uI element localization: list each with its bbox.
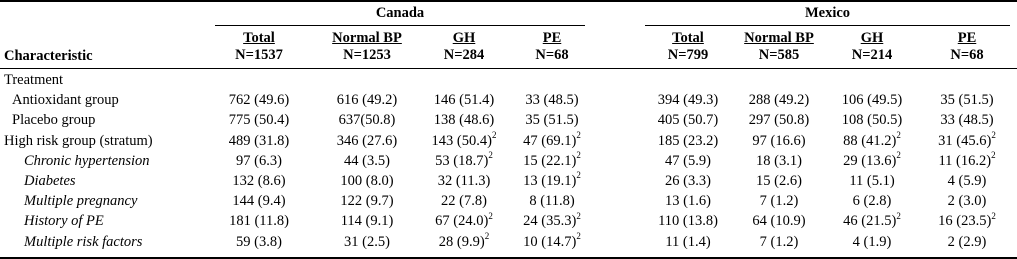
cell-value: 6 (2.8) (852, 193, 892, 210)
table-cell (204, 192, 314, 211)
footnote-marker: 2 (576, 230, 581, 241)
column-header-n: N=1253 (343, 47, 391, 63)
table-cell (204, 152, 314, 171)
row-label: High risk group (stratum) (4, 132, 153, 149)
column-header-n: N=68 (535, 47, 569, 63)
cell-value: 31 (45.6) (938, 132, 992, 149)
cell-value: 26 (3.3) (665, 173, 711, 189)
footnote-marker: 2 (484, 230, 490, 241)
cell-value: 4 (1.9) (852, 233, 892, 250)
cell-value: 97 (6.3) (236, 152, 282, 169)
cell-value: 32 (11.3) (437, 173, 491, 189)
footnote-marker: 2 (576, 129, 581, 140)
column-header (832, 30, 912, 64)
column-header (643, 30, 733, 64)
row-label: History of PE (24, 213, 104, 230)
cell-value: 2 (2.9) (947, 233, 987, 250)
table-cell (912, 192, 1017, 211)
table-cell (497, 192, 607, 211)
cell-value: 10 (14.7) (523, 233, 577, 250)
row-label: Chronic hypertension (24, 152, 150, 169)
cell-value: 7 (1.2) (759, 233, 799, 250)
column-header (420, 30, 508, 64)
table-cell (312, 132, 422, 151)
footnote-marker: 2 (576, 149, 581, 160)
footnote-marker: 2 (991, 149, 996, 160)
cell-value: 106 (49.5) (841, 92, 903, 109)
table-cell (204, 91, 314, 110)
column-header-name: GH (452, 30, 476, 46)
table-cell (312, 152, 422, 171)
country-underline-mexico (645, 25, 1010, 26)
cell-value: 114 (9.1) (340, 213, 394, 230)
column-header-name: PE (957, 30, 977, 46)
cell-value: 7 (1.2) (759, 193, 799, 210)
cell-value: 13 (1.6) (665, 193, 711, 210)
table-cell (912, 91, 1017, 110)
column-header (315, 30, 419, 64)
column-header-name: GH (860, 30, 884, 46)
cell-value: 16 (23.5) (938, 213, 992, 230)
cell-value: 35 (51.5) (940, 92, 994, 109)
cell-value: 122 (9.7) (340, 193, 394, 210)
table-cell (912, 129, 1017, 151)
table-cell (312, 111, 422, 130)
table-cell (817, 129, 927, 151)
cell-value: 146 (51.4) (433, 92, 495, 109)
column-header-name: Total (243, 30, 275, 46)
country-underline-canada (215, 25, 585, 26)
table-cell (817, 111, 927, 130)
table-cell (912, 111, 1017, 130)
column-header (209, 30, 309, 64)
cell-value: 15 (22.1) (523, 152, 577, 169)
footnote-marker: 2 (896, 149, 901, 160)
table-cell (497, 212, 607, 231)
characteristic-header: Characteristic (4, 48, 93, 64)
column-header-name: Normal BP (744, 30, 814, 46)
row-label: Multiple pregnancy (24, 193, 138, 210)
footnote-marker: 2 (991, 210, 996, 221)
column-header (512, 30, 592, 64)
table-row (0, 149, 1017, 172)
footnote-marker: 2 (991, 129, 996, 140)
cell-value: 33 (48.5) (940, 112, 994, 129)
column-header-n: N=585 (758, 47, 800, 63)
row-label: Placebo group (12, 112, 96, 129)
cell-value: 775 (50.4) (228, 112, 290, 129)
table-cell (204, 172, 314, 191)
cell-value: 181 (11.8) (229, 213, 289, 230)
cell-value: 297 (50.8) (748, 112, 810, 129)
table-cell (204, 111, 314, 130)
column-header-n: N=68 (950, 47, 984, 63)
footnote-marker: 2 (488, 210, 493, 221)
cell-value: 616 (49.2) (336, 92, 398, 109)
cell-value: 288 (49.2) (748, 92, 810, 109)
cell-value: 35 (51.5) (525, 112, 579, 129)
table-cell (312, 192, 422, 211)
cell-value: 28 (9.9) (438, 233, 485, 250)
cell-value: 138 (48.6) (433, 112, 495, 129)
cell-value: 33 (48.5) (525, 92, 579, 109)
cell-value: 132 (8.6) (232, 173, 286, 189)
cell-value: 11 (1.4) (665, 233, 711, 250)
table-cell (204, 132, 314, 151)
footnote-marker: 2 (488, 149, 493, 160)
cell-value: 22 (7.8) (441, 193, 487, 210)
footnote-marker: 2 (576, 210, 581, 221)
cell-value: 489 (31.8) (228, 132, 290, 149)
column-header (729, 30, 829, 64)
column-header-n: N=1537 (235, 47, 283, 63)
table-cell (912, 212, 1017, 231)
cell-value: 8 (11.8) (529, 193, 575, 210)
country-header-mexico: Mexico (804, 5, 851, 21)
table-cell (497, 172, 607, 191)
cell-value: 108 (50.5) (841, 112, 903, 129)
table-cell (817, 212, 927, 231)
table-cell (204, 233, 314, 252)
column-header-n: N=799 (667, 47, 709, 63)
table-row (0, 230, 1017, 253)
table-cell (312, 172, 422, 191)
table-cell (497, 230, 607, 252)
cell-value: 24 (35.3) (523, 213, 577, 230)
cell-value: 59 (3.8) (236, 233, 282, 250)
row-label: Multiple risk factors (24, 233, 143, 250)
cell-value: 97 (16.6) (752, 132, 806, 149)
header-rule (0, 68, 1017, 69)
table-row (0, 129, 1017, 152)
cell-value: 18 (3.1) (756, 152, 802, 169)
table-cell (204, 212, 314, 231)
table-cell (817, 172, 927, 191)
cell-value: 47 (5.9) (665, 152, 711, 169)
column-header-n: N=284 (443, 47, 485, 63)
cell-value: 13 (19.1) (523, 173, 577, 189)
cell-value: 44 (3.5) (344, 152, 390, 169)
table-row (0, 172, 1017, 192)
table-cell (312, 212, 422, 231)
row-label: Antioxidant group (12, 92, 119, 109)
cell-value: 15 (2.6) (756, 173, 802, 189)
table-cell (912, 233, 1017, 252)
cell-value: 394 (49.3) (657, 92, 719, 109)
cell-value: 143 (50.4) (431, 132, 492, 149)
cell-value: 64 (10.9) (752, 213, 806, 230)
row-label: Diabetes (24, 173, 76, 189)
cell-value: 46 (21.5) (843, 213, 897, 230)
table-row (0, 192, 1017, 212)
cell-value: 637(50.8) (338, 112, 396, 129)
cell-value: 2 (3.0) (947, 193, 987, 210)
cell-value: 4 (5.9) (947, 173, 987, 189)
table-cell (312, 233, 422, 252)
column-header-n: N=214 (851, 47, 893, 63)
table-cell (497, 129, 607, 151)
table-row (0, 111, 1017, 131)
cell-value: 88 (41.2) (843, 132, 897, 149)
cell-value: 67 (24.0) (435, 213, 489, 230)
cell-value: 47 (69.1) (523, 132, 577, 149)
table-row (0, 212, 1017, 232)
table-row (0, 91, 1017, 111)
cell-value: 29 (13.6) (843, 152, 897, 169)
column-header-name: Normal BP (332, 30, 402, 46)
table-cell (912, 149, 1017, 171)
table-cell (817, 233, 927, 252)
cell-value: 144 (9.4) (232, 193, 286, 210)
country-header-canada: Canada (375, 5, 425, 21)
table-cell (817, 149, 927, 171)
column-header-name: PE (542, 30, 562, 46)
row-label: Treatment (4, 72, 64, 88)
cell-value: 110 (13.8) (658, 213, 718, 230)
table-row (0, 71, 1017, 91)
table-cell (497, 91, 607, 110)
footnote-marker: 2 (896, 129, 901, 140)
cell-value: 11 (5.1) (849, 173, 895, 189)
table-top-rule (0, 0, 1017, 2)
cell-value: 100 (8.0) (340, 173, 394, 189)
table-cell (497, 111, 607, 130)
column-header (927, 30, 1007, 64)
table-cell (817, 91, 927, 110)
table-cell (497, 149, 607, 171)
column-header-name: Total (672, 30, 704, 46)
cell-value: 185 (23.2) (657, 132, 719, 149)
footnote-marker: 2 (896, 210, 901, 221)
footnote-marker: 2 (576, 170, 581, 181)
cell-value: 762 (49.6) (228, 92, 290, 109)
footnote-marker: 2 (491, 129, 497, 140)
cell-value: 31 (2.5) (344, 233, 390, 250)
cell-value: 11 (16.2) (938, 152, 992, 169)
table-cell (312, 91, 422, 110)
table-cell (817, 192, 927, 211)
table-cell (912, 172, 1017, 191)
cell-value: 405 (50.7) (657, 112, 719, 129)
cell-value: 346 (27.6) (336, 132, 398, 149)
cell-value: 53 (18.7) (435, 152, 489, 169)
